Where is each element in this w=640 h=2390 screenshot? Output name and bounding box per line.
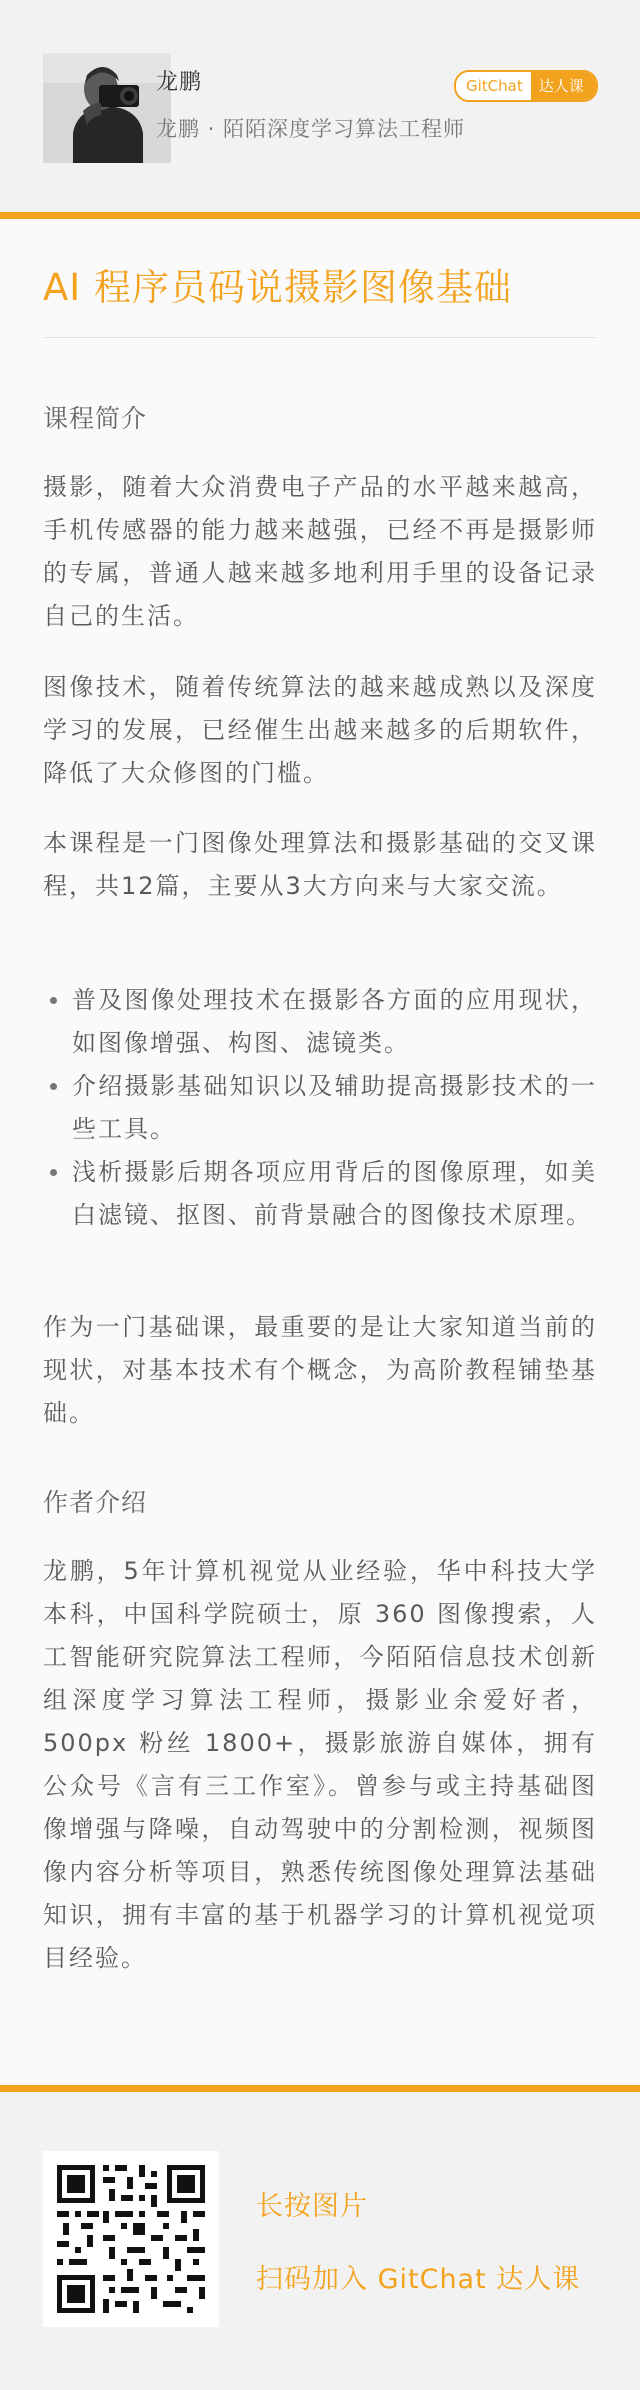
photographer-avatar-image — [43, 53, 171, 163]
intro-heading: 课程简介 — [43, 404, 148, 433]
author-bio: 龙鹏，5年计算机视觉从业经验，华中科技大学本科，中国科学院硕士，原 360 图像搜索，人工智能研究院算法工程师，今陌陌信息技术创新组深度学习算法工程师，摄影业余爱好者，500px 粉丝 1800+，摄影旅游自媒体，拥有公众号《言有三工作室》。曾参与或主持基础图像增强与降噪，自动驾驶中的分割检测，视频图像内容分析等项目，熟悉传统图像处理算法基础知识，拥有丰富的基于机器学习的计算机视觉项目经验。 — [43, 1557, 597, 1972]
title-divider — [43, 337, 597, 338]
badge-label: 达人课 — [531, 72, 596, 100]
gitchat-badge[interactable] — [454, 70, 598, 102]
intro-paragraph: 摄影，随着大众消费电子产品的水平越来越高，手机传感器的能力越来越强，已经不再是摄影师的专属，普通人越来越多地利用手里的设备记录自己的生活。 — [43, 473, 597, 630]
qr-code[interactable] — [43, 2151, 219, 2327]
list-item — [43, 979, 597, 1065]
author-header — [0, 0, 640, 218]
footer-cta-line-2: 扫码加入 GitChat 达人课 — [256, 2264, 581, 2295]
course-content — [0, 219, 640, 2085]
list-item — [43, 1065, 597, 1151]
author-heading: 作者介绍 — [43, 1488, 148, 1517]
bullet-dot-icon — [50, 997, 57, 1004]
author-title: 龙鹏 · 陌陌深度学习算法工程师 — [156, 117, 466, 141]
list-item-text: 介绍摄影基础知识以及辅助提高摄影技术的一些工具。 — [72, 1072, 597, 1143]
footer — [0, 2092, 640, 2390]
intro-paragraph: 图像技术，随着传统算法的越来越成熟以及深度学习的发展，已经催生出越来越多的后期软件，降低了大众修图的门槛。 — [43, 673, 597, 787]
list-item-text: 浅析摄影后期各项应用背后的图像原理，如美白滤镜、抠图、前背景融合的图像技术原理。 — [72, 1158, 597, 1229]
author-name: 龙鹏 — [156, 70, 203, 95]
bullet-dot-icon — [50, 1083, 57, 1090]
bottom-accent-divider — [0, 2085, 640, 2092]
course-title: AI 程序员码说摄影图像基础 — [43, 266, 512, 309]
list-item-text: 普及图像处理技术在摄影各方面的应用现状，如图像增强、构图、滤镜类。 — [72, 986, 597, 1057]
intro-paragraph: 本课程是一门图像处理算法和摄影基础的交叉课程，共12篇，主要从3大方向来与大家交流。 — [43, 829, 597, 900]
list-item — [43, 1151, 597, 1237]
closing-paragraph: 作为一门基础课，最重要的是让大家知道当前的现状，对基本技术有个概念，为高阶教程铺垫基础。 — [43, 1313, 597, 1427]
top-accent-divider — [0, 212, 640, 219]
qr-code-icon — [43, 2151, 219, 2327]
footer-cta-line-1: 长按图片 — [256, 2191, 368, 2222]
avatar[interactable] — [43, 53, 171, 163]
bullet-dot-icon — [50, 1169, 57, 1176]
badge-brand: GitChat — [456, 72, 531, 100]
course-directions-list — [43, 979, 597, 1237]
